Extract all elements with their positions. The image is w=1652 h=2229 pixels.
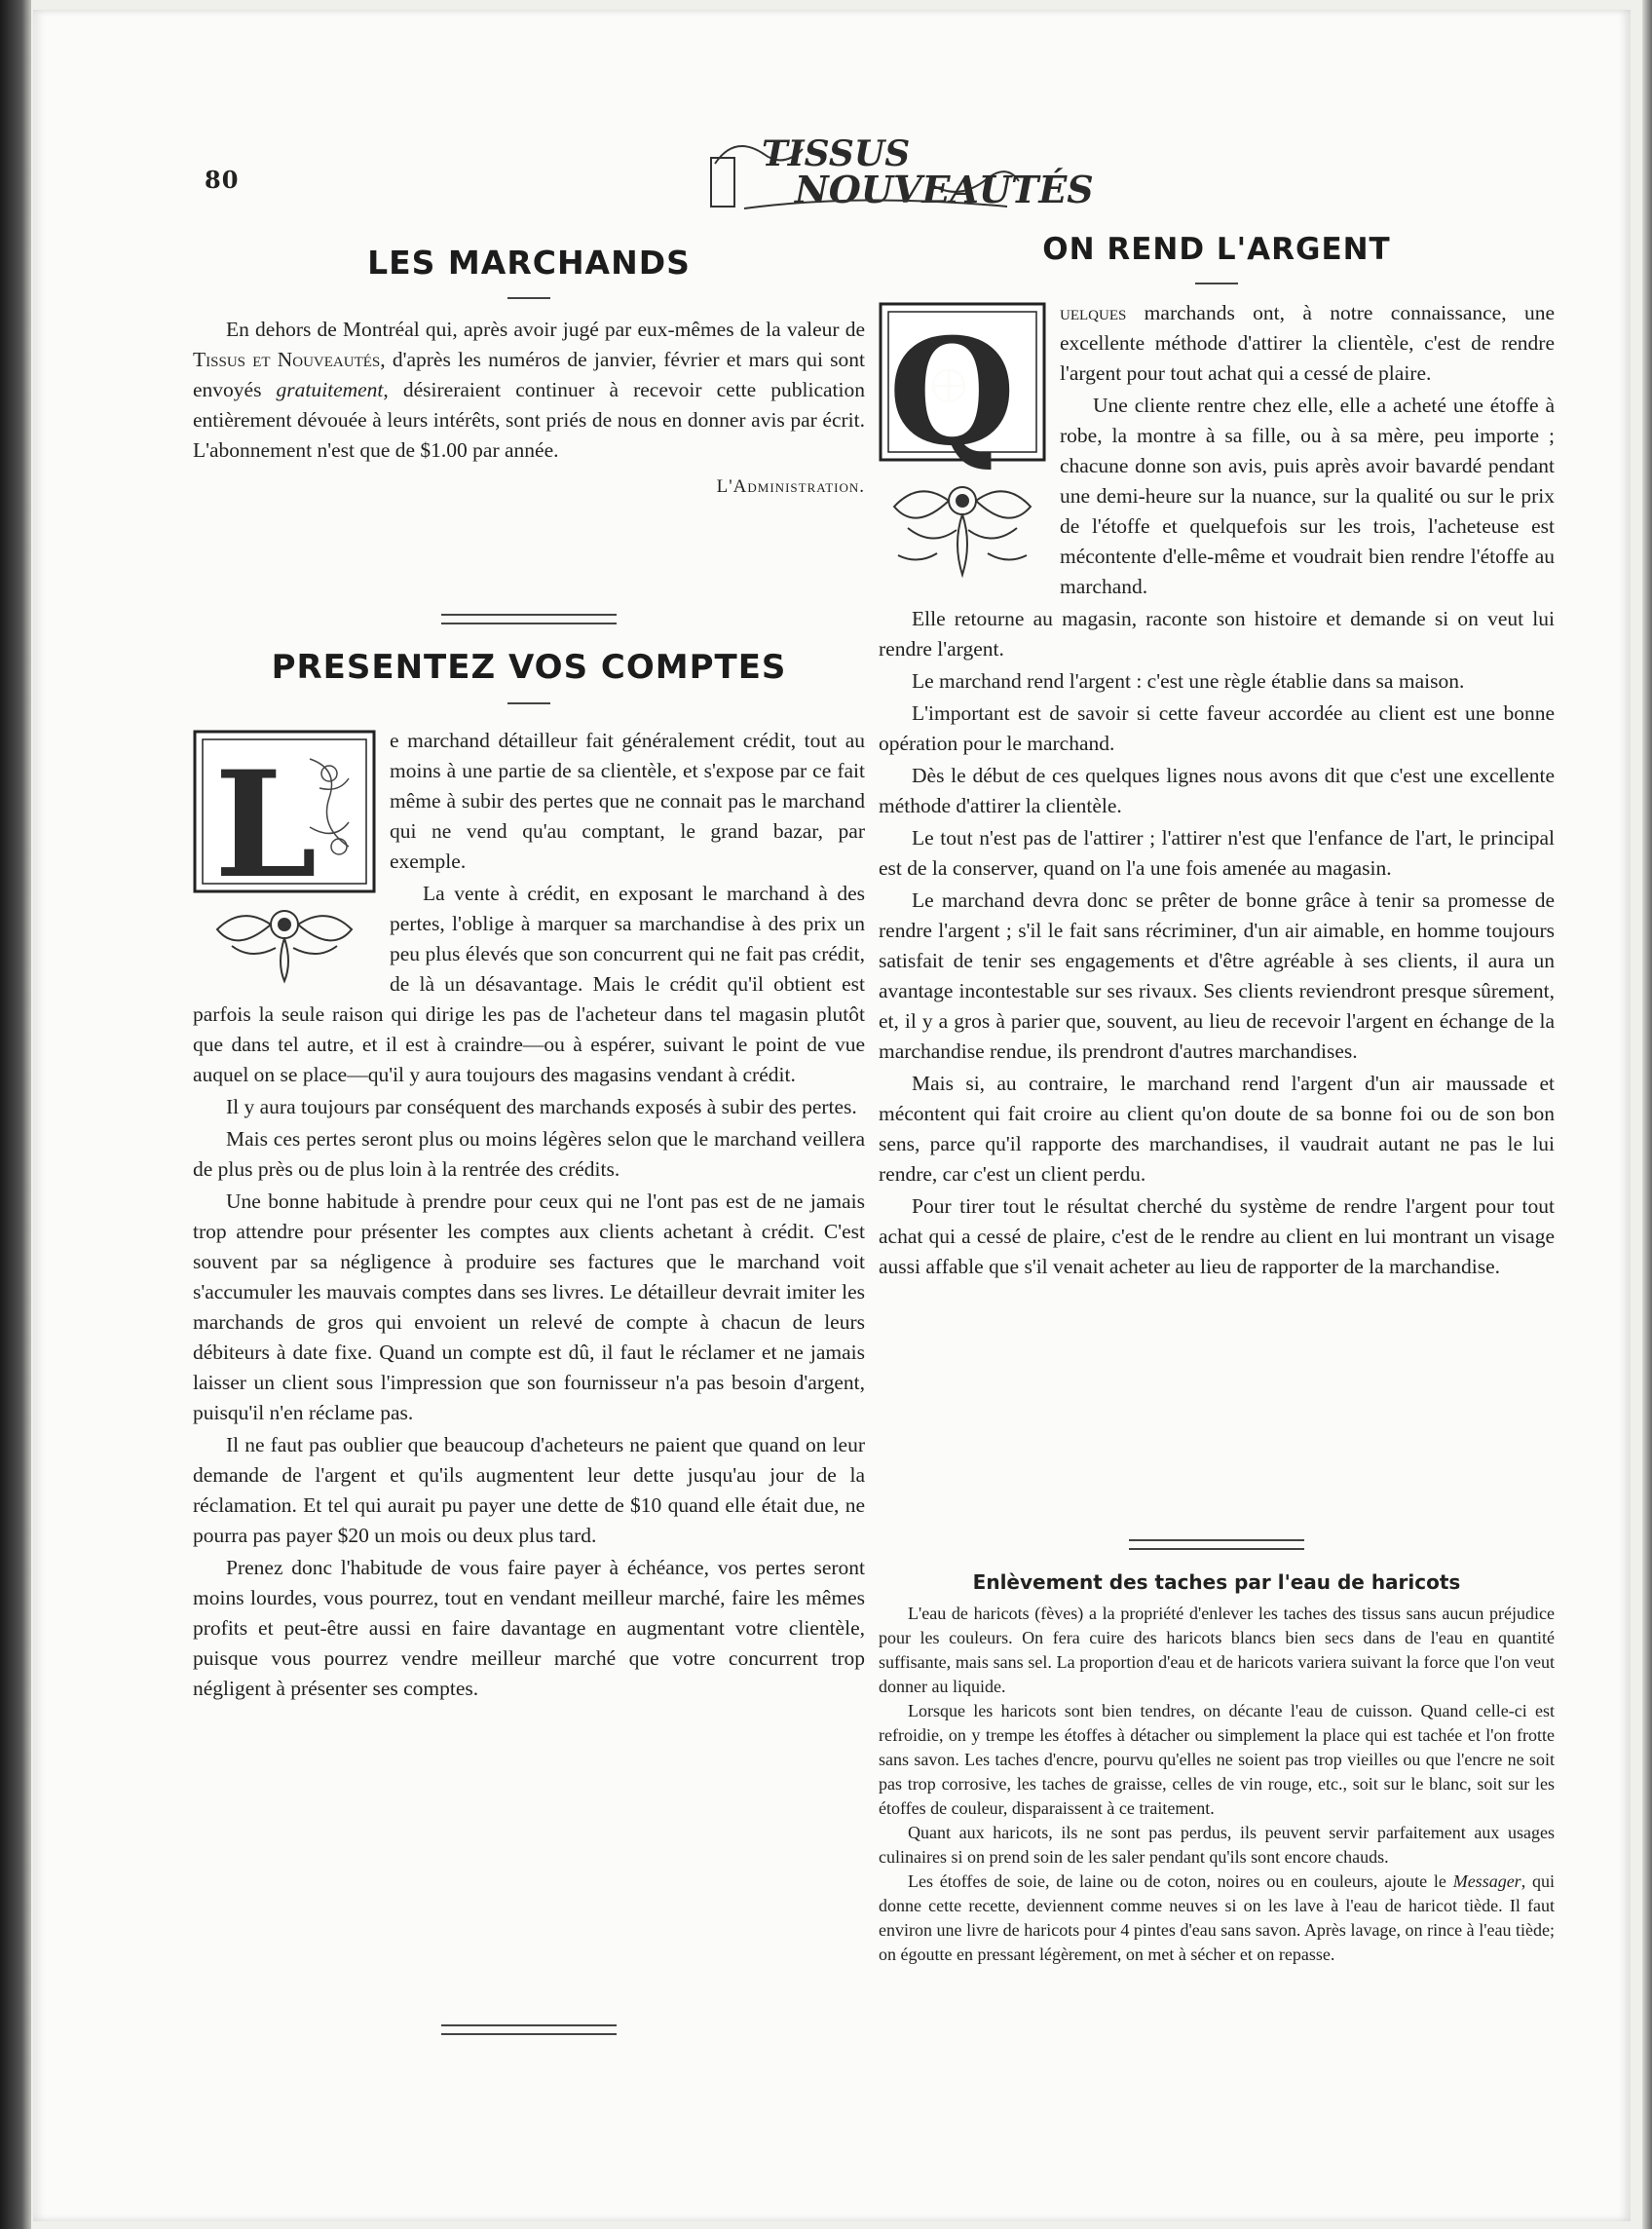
scan-binding-edge: [0, 0, 31, 2229]
marchands-text-3: , désireraient continuer à recevoir cette publication entièrement dévouée à leurs intérêts, sont priés de nous en donner avis par écrit. L'abonnement n'est que de $1.00 par année.: [193, 378, 865, 462]
section-end-divider: [193, 2024, 865, 2035]
section-divider: [193, 614, 865, 624]
argent-body: [879, 298, 1555, 1282]
section-divider-right: [879, 1539, 1555, 1550]
taches-p2: Lorsque les haricots sont bien tendres, on décante l'eau de cuisson. Quand celle-ci est refroidie, on y trempe les étoffes à détacher ou simplement la place qui est tachée et l'on frotte sans savon. Les taches d'encre, pourvu qu'elles ne soient pas trop vieilles ou que l'encre ne soit pas trop corrosive, les taches de graisse, celles de vin rouge, etc., soit sur le blanc, soit sur les étoffes de couleur, disparaissent à ce traitement.: [879, 1701, 1555, 1818]
comptes-body: [193, 726, 865, 1704]
taches-title: Enlèvement des taches par l'eau de haricots: [972, 1570, 1461, 1594]
scan-right-edge: [1642, 0, 1652, 2229]
comptes-p5: Une bonne habitude à prendre pour ceux qui ne l'ont pas est de ne jamais trop attendre pour présenter les comptes aux clients achetant à crédit. C'est souvent par sa négligence à produire ses factures que le marchand voit s'accumuler les mauvais comptes dans ses livres. Le détailleur devrait imiter les marchands de gros qui envoient un relevé de compte à chacun de leurs débiteurs à date fixe. Quand un compte est dû, il faut le réclamer et ne jamais laisser un client sous l'impression que son fournisseur n'a pas besoin d'argent, puisqu'il n'en réclame pas.: [193, 1190, 865, 1424]
taches-body: [879, 1602, 1555, 1967]
double-rule: [441, 614, 617, 624]
marchands-text-2: , d'après les numéros de janvier, février et mars qui sont envoyés: [193, 348, 865, 401]
ornamental-dropcap-q: [879, 302, 1046, 581]
argent-p7: Le tout n'est pas de l'attirer ; l'attirer n'est que l'enfance de l'art, le principal est de la conserver, quand on l'a une fois amenée au magasin.: [879, 826, 1555, 880]
double-rule: [1129, 1539, 1304, 1550]
dropcap-q-graphic: [879, 302, 1046, 581]
section-comptes: [193, 648, 865, 1706]
comptes-p2: La vente à crédit, en exposant le marchand à des pertes, l'oblige à marquer sa marchandise à des prix un peu plus élevés que son concurrent qui ne fait pas crédit, de là un désavantage. Mais le crédit qu'il obtient est parfois la seule raison qui dirige les pas de l'acheteur dans tel magasin plutôt que dans tel autre, et il est à craindre—ou à espérer, suivant le point de vue auquel on se place—qu'il y aura toujours des magasins vendant à crédit.: [193, 882, 865, 1086]
dropcap-l-graphic: [193, 730, 376, 985]
comptes-p4: Mais ces pertes seront plus ou moins légères selon que le marchand veillera de plus près ou de plus loin à la rentrée des crédits.: [193, 1127, 865, 1181]
marchands-body: [193, 315, 865, 502]
comptes-p1: e marchand détailleur fait généralement crédit, tout au moins à une partie de sa clientèle, et s'expose par ce fait même à subir des pertes que ne connait pas le marchand qui ne vend qu'au comptant, le grand bazar, par exemple.: [390, 729, 865, 873]
double-rule: [441, 2024, 617, 2035]
taches-p1: L'eau de haricots (fèves) a la propriété d'enlever les taches des tissus sans aucun préjudice pour les couleurs. On fera cuire des haricots blancs bien secs dans de l'eau en quantité suffisante, mais sans sel. La proportion d'eau et de haricots variera suivant la force que l'on veut donner au liquide.: [879, 1604, 1555, 1696]
masthead-word-2: NOUVEAUTÉS: [795, 168, 1094, 211]
section-taches: [879, 1570, 1555, 1967]
argent-p5: L'important est de savoir si cette faveur accordée au client est une bonne opération pour le marchand.: [879, 701, 1555, 755]
argent-p8: Le marchand devra donc se prêter de bonne grâce à tenir sa promesse de rendre l'argent ; s'il le fait sans récriminer, d'un air aimable, en homme toujours satisfait de tenir ses engagements et d'être agréable à ses clients, il aura un avantage incontestable sur ses rivaux. Ses clients reviendront presque sûrement, et, il y a gros à parier que, souvent, au lieu de recevoir l'argent en échange de la marchandise rendue, ils prendront d'autres marchandises.: [879, 888, 1555, 1063]
comptes-title: PRESENTEZ VOS COMPTES: [271, 648, 787, 687]
masthead-word-1: TISSUS: [762, 133, 911, 174]
page-number: 80: [205, 166, 240, 194]
emphasis-text: gratuitement: [276, 378, 384, 401]
taches-p3: Quant aux haricots, ils ne sont pas perdus, ils peuvent servir parfaitement aux usages culinaires si on prend soin de les saler pendant qu'ils sont encore chauds.: [879, 1823, 1555, 1867]
argent-p10: Pour tirer tout le résultat cherché du système de rendre l'argent pour tout achat qui a cessé de plaire, c'est de le rendre au client en lui montrant un visage aussi affable que s'il venait acheter au lieu de rapporter de la marchandise.: [879, 1194, 1555, 1278]
taches-p4-b: , qui donne cette recette, deviennent comme neuves si on les lave à l'eau de haricot tiède. Il faut environ une livre de haricots pour 4 pintes d'eau sans savon. Après lavage, on rince à l'eau tiède; on égoutte en pressant légèrement, on met à sécher et on repasse.: [879, 1871, 1555, 1964]
argent-p1: marchands ont, à notre connaissance, une excellente méthode d'attirer la clientèle, c'est de rendre l'argent pour tout achat qui a cessé de plaire.: [1060, 301, 1555, 385]
section-marchands: [193, 244, 865, 502]
argent-p9: Mais si, au contraire, le marchand rend l'argent d'un air maussade et mécontent qui fait croire au client qu'on doute de sa bonne foi ou de son bon sens, parce qu'il rapporte des marchandises, il vaudrait autant ne pas le lui rendre, car c'est un client perdu.: [879, 1072, 1555, 1186]
dropcap-letter: L: [214, 739, 318, 911]
argent-p3: Elle retourne au magasin, raconte son histoire et demande si on veut lui rendre l'argent.: [879, 607, 1555, 661]
argent-p4: Le marchand rend l'argent : c'est une règle établie dans sa maison.: [912, 669, 1465, 693]
source-title: Messager: [1452, 1871, 1521, 1891]
title-rule: [507, 297, 550, 299]
argent-title: ON REND L'ARGENT: [1042, 232, 1391, 267]
argent-p6: Dès le début de ces quelques lignes nous avons dit que c'est une excellente méthode d'attirer la clientèle.: [879, 764, 1555, 817]
argent-p2: Une cliente rentre chez elle, elle a acheté une étoffe à robe, la montre à sa fille, ou à sa mère, peu importe ; chacune donne son avis, puis après avoir bavardé pendant une demi-heure sur la nuance, sur la qualité ou sur le prix de l'étoffe et quelquefois sur les trois, l'acheteuse est mécontente d'elle-même et voudrait bien rendre l'étoffe au marchand.: [1060, 394, 1555, 598]
taches-p4-a: Les étoffes de soie, de laine ou de coton, noires ou en couleurs, ajoute le: [908, 1871, 1453, 1891]
magazine-page: [33, 10, 1631, 2221]
masthead-logo-graphic: [705, 125, 1094, 212]
comptes-p6: Il ne faut pas oublier que beaucoup d'acheteurs ne paient que quand on leur demande de l'argent et qu'ils augmentent leur dette jusqu'au jour de la réclamation. Et tel qui aurait pu payer une dette de $10 quand elle était due, ne pourra pas payer $20 un mois ou deux plus tard.: [193, 1433, 865, 1547]
title-rule: [1195, 283, 1238, 284]
marchands-title: LES MARCHANDS: [367, 244, 691, 282]
signature: L'Administration.: [716, 476, 865, 497]
masthead-logo: [705, 125, 1094, 212]
section-argent: [879, 232, 1555, 1284]
dropcap-letter: Q: [888, 307, 1016, 478]
comptes-p3: Il y aura toujours par conséquent des marchands exposés à subir des pertes.: [226, 1095, 857, 1118]
marchands-text-1: En dehors de Montréal qui, après avoir jugé par eux-mêmes de la valeur de: [226, 318, 865, 341]
comptes-p7: Prenez donc l'habitude de vous faire payer à échéance, vos pertes seront moins lourdes, vous pourrez, tout en vendant meilleur marché, faire les mêmes profits et peut-être aussi en faire davantage en augmentant votre clientèle, puisque vous pourrez vendre meilleur marché que votre concurrent trop négligent à présenter ses comptes.: [193, 1556, 865, 1700]
title-rule: [507, 702, 550, 704]
brand-name: Tissus et Nouveautés: [193, 348, 381, 371]
argent-lead: uelques: [1060, 301, 1127, 324]
ornamental-dropcap-l: [193, 730, 376, 985]
